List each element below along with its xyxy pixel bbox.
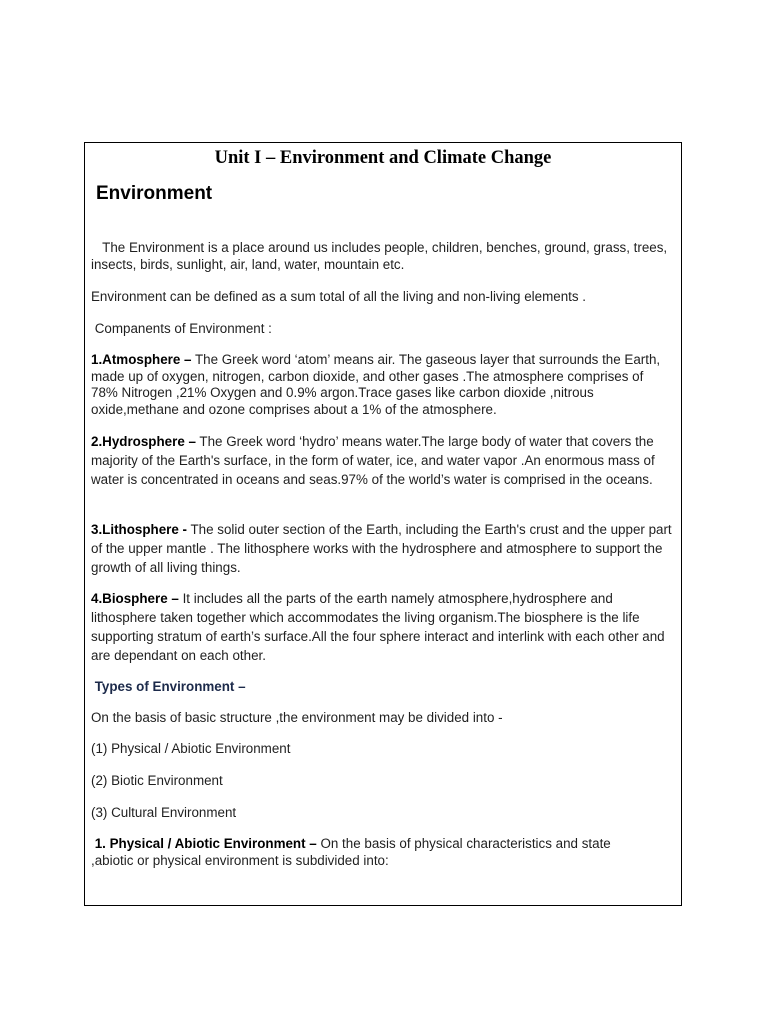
definition-paragraph: Environment can be defined as a sum total of all the living and non-living elements . [91, 289, 586, 304]
type-item: (3) Cultural Environment [91, 805, 237, 820]
types-intro: On the basis of basic structure ,the environment may be divided into - [91, 710, 503, 725]
component-text: The Greek word ‘hydro’ means water.The large body of water that covers the majority of the Earth's surface, in the form of water, ice, and water vapor .An enormous mass of water is concentrated in oceans and seas.97% of the world’s water is comprised in the oceans. [91, 434, 655, 487]
component-lithosphere [91, 520, 673, 577]
physical-label: 1. Physical / Abiotic Environment – [94, 836, 317, 851]
physical-environment-paragraph [91, 836, 611, 869]
components-heading [91, 321, 673, 338]
component-atmosphere [91, 352, 673, 419]
component-text: The Greek word ‘atom’ means air. The gaseous layer that surrounds the Earth, made up of oxygen, nitrogen, carbon dioxide, and other gases .The atmosphere comprises of 78% Nitrogen ,21% Oxygen and 0.9% argon.Trace gases like carbon dioxide ,nitrous oxide,methane and ozone comprises about a 1% of the atmosphere. [91, 352, 661, 418]
physical-text: On the basis of physical characteristics and state ,abiotic or physical environment is subdivided into: [91, 836, 611, 868]
component-label: 3.Lithosphere - [91, 522, 187, 537]
component-label: 2.Hydrosphere – [91, 434, 196, 449]
document-page [84, 142, 682, 906]
component-text: The solid outer section of the Earth, including the Earth's crust and the upper part of the upper mantle . The lithosphere works with the hydrosphere and atmosphere to support the growth of all living things. [91, 522, 672, 575]
component-label: 1.Atmosphere – [91, 352, 192, 367]
types-heading-text: Types of Environment – [94, 679, 246, 694]
intro-paragraph [91, 240, 673, 273]
intro-text: The Environment is a place around us includes people, children, benches, ground, grass, trees, insects, birds, sunlight, air, land, water, mountain etc. [91, 240, 668, 272]
component-biosphere [91, 589, 673, 665]
type-item: (2) Biotic Environment [91, 773, 223, 788]
components-heading-text: Companents of Environment : [94, 321, 272, 336]
component-text: It includes all the parts of the earth namely atmosphere,hydrosphere and lithosphere taken together which accommodates the living organism.The biosphere is the life supporting stratum of earth’s surface.All the four sphere interact and interlink with each other and are dependant on each other. [91, 591, 665, 663]
section-heading: Environment [96, 183, 213, 204]
types-heading [91, 679, 673, 696]
component-hydrosphere [91, 432, 673, 489]
component-label: 4.Biosphere – [91, 591, 179, 606]
unit-title: Unit I – Environment and Climate Change [214, 148, 552, 168]
type-item: (1) Physical / Abiotic Environment [91, 741, 291, 756]
